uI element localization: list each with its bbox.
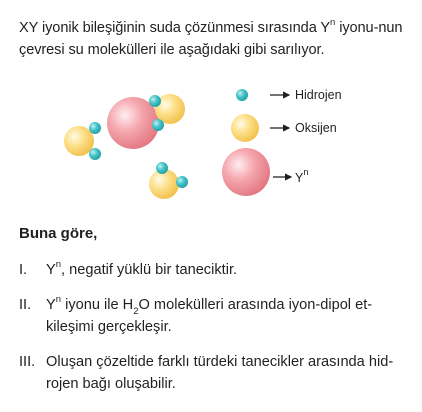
statement-numeral: II. [19, 297, 32, 313]
question-intro-part2: iyonu-nun çevresi su molekülleri ile aşağıdaki gibi sarılıyor. [19, 20, 403, 58]
heading: Buna göre, [19, 225, 98, 242]
solvation-figure [55, 86, 375, 206]
legend-ion-charge: n [303, 167, 309, 177]
hydrogen-atom [149, 95, 161, 107]
statement-text: , negatif yüklü bir taneciktir. [61, 262, 238, 278]
legend-oxygen-label: Oksijen [295, 121, 337, 135]
statement-3 [19, 351, 414, 395]
statement-numeral: III. [19, 354, 36, 370]
oxygen-atom [64, 126, 94, 156]
question-text [19, 17, 411, 61]
statement-1 [19, 259, 414, 281]
hydrogen-atom [152, 119, 164, 131]
statement-text: Y [46, 262, 56, 278]
statement-numeral: I. [19, 262, 28, 278]
statement-text: Y [46, 297, 56, 313]
hydrogen-atom [89, 122, 101, 134]
hydrogen-atom [156, 162, 168, 174]
legend-hydrogen-icon [236, 89, 248, 101]
question-ion-charge: n [330, 17, 336, 29]
statement-subscript: 2 [133, 305, 139, 317]
statement-ion-charge: n [55, 259, 62, 271]
legend-ion-base: Y [295, 171, 304, 185]
statement-2 [19, 294, 414, 338]
legend-oxygen-icon [231, 114, 259, 142]
legend-ion-icon [222, 148, 270, 196]
statement-text: iyonu ile H [61, 297, 134, 313]
statement-text: Oluşan çözeltide farklı türdeki tanecikler arasında hid-rojen bağı oluşabilir. [46, 354, 394, 392]
statement-text: O molekülleri arasında iyon-dipol et-kileşimi gerçekleşir. [46, 297, 373, 335]
hydrogen-atom [176, 176, 188, 188]
legend-hydrogen-label: Hidrojen [295, 88, 342, 102]
question-intro-part1: XY iyonik bileşiğinin suda çözünmesi sırasında Y [19, 20, 331, 36]
hydrogen-atom [89, 148, 101, 160]
legend-ion-label [295, 167, 308, 185]
statement-ion-charge: n [55, 294, 62, 306]
